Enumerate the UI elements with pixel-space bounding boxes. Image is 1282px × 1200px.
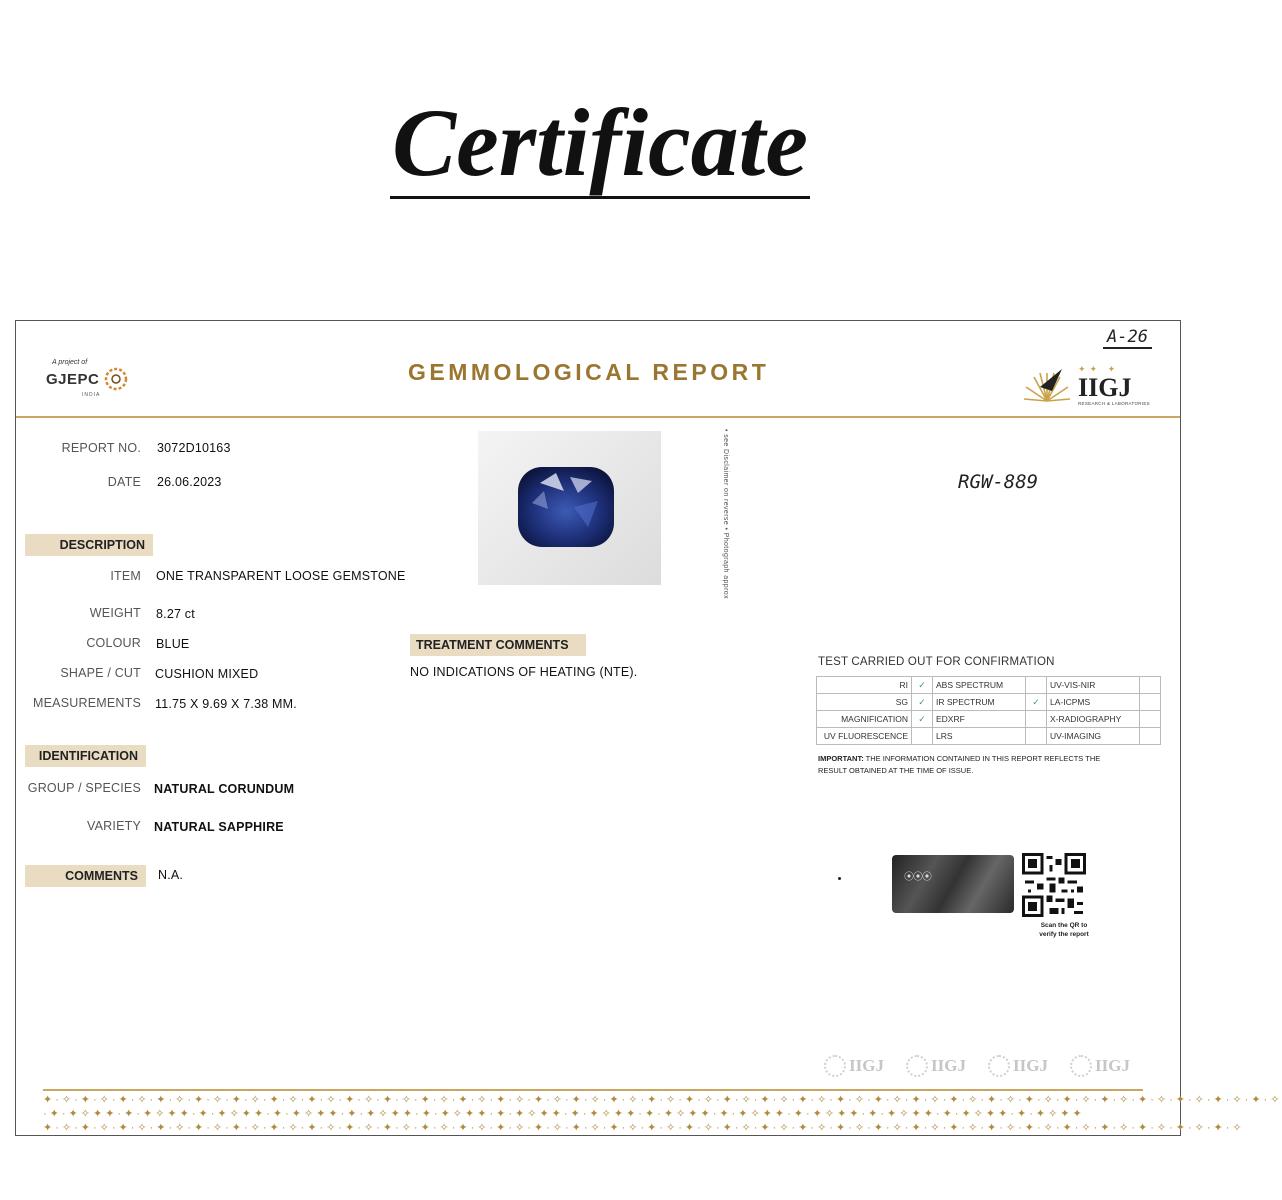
footer-pattern-row: ·✦·✦✧✦✦·✦·✦✧✦✦·✦·✦✧✦✦·✦·✦✧✦✦·✦·✦✧✦✦·✦·✦✧✦✦·✦·✦✧✦✦·✦·✦✧✦✦·✦·✦✧✦✦·✦·✦✧✦✦·✦·✦✧✦✦·✦·✦✧✦✦·✦·✦✧✦✦·✦·✦✧✦✦ bbox=[43, 1108, 1085, 1120]
check-icon bbox=[912, 728, 933, 745]
report-no-label: REPORT NO. bbox=[61, 441, 141, 455]
colour-value: BLUE bbox=[156, 637, 190, 651]
watermark-text: IIGJ bbox=[931, 1056, 966, 1075]
table-row bbox=[817, 677, 1161, 694]
colour-label: COLOUR bbox=[86, 636, 141, 650]
footer-pattern-row: ✦·✧·✦·✧·✦·✧·✦·✧·✦·✧·✦·✧·✦·✧·✦·✧·✦·✧·✦·✧·✦·✧·✦·✧·✦·✧·✦·✧·✦·✧·✦·✧·✦·✧·✦·✧·✦·✧·✦·✧·✦·✧·✦·✧·✦·✧·✦·✧·✦·✧·✦·✧·✦·✧·✦·✧·✦·✧·✦·✧·✦·✧·✦·✧ bbox=[43, 1122, 1245, 1134]
gjepc-name: GJEPC bbox=[46, 370, 100, 388]
gjepc-sub: INDIA bbox=[82, 392, 101, 398]
check-icon bbox=[1140, 728, 1161, 745]
check-icon bbox=[1140, 711, 1161, 728]
gemstone-photo bbox=[478, 431, 661, 585]
shape-label: SHAPE / CUT bbox=[60, 666, 141, 680]
group-value: NATURAL CORUNDUM bbox=[154, 782, 295, 796]
watermark-text: IIGJ bbox=[1095, 1056, 1130, 1075]
hologram-dots-icon: ⦿⦿⦿ bbox=[904, 872, 931, 883]
iigj-watermark-icon bbox=[824, 1055, 846, 1077]
weight-value: 8.27 ct bbox=[156, 607, 195, 621]
check-icon: ✓ bbox=[912, 711, 933, 728]
footer-divider bbox=[43, 1089, 1143, 1091]
qr-caption: Scan the QR to verify the report bbox=[1039, 922, 1089, 938]
iigj-watermark bbox=[1070, 1055, 1130, 1077]
test-name: X-RADIOGRAPHY bbox=[1047, 711, 1140, 728]
test-name: IR SPECTRUM bbox=[933, 694, 1026, 711]
weight-label: WEIGHT bbox=[89, 606, 141, 620]
test-name: LA-ICPMS bbox=[1047, 694, 1140, 711]
photo-disclaimer-note: • see Disclaimer on reverse • Photograph approx bbox=[722, 429, 729, 599]
handwritten-ref: A-26 bbox=[1103, 327, 1152, 349]
hologram-seal bbox=[892, 855, 1014, 913]
variety-value: NATURAL SAPPHIRE bbox=[154, 820, 284, 834]
test-name: UV-IMAGING bbox=[1047, 728, 1140, 745]
check-icon bbox=[1026, 677, 1047, 694]
gjepc-name-row bbox=[46, 366, 129, 392]
comments-value: N.A. bbox=[158, 868, 184, 882]
test-name: EDXRF bbox=[933, 711, 1026, 728]
check-icon bbox=[1026, 711, 1047, 728]
test-name: LRS bbox=[933, 728, 1026, 745]
iigj-stars: ✦✦ ✦ bbox=[1077, 364, 1120, 374]
iigj-watermark-icon bbox=[906, 1055, 928, 1077]
date-value: 26.06.2023 bbox=[157, 475, 222, 489]
treatment-section: TREATMENT COMMENTS bbox=[410, 634, 586, 656]
group-label: GROUP / SPECIES bbox=[27, 781, 141, 795]
footer-pattern-row: ✦·✧·✦·✧·✦·✧·✦·✧·✦·✧·✦·✧·✦·✧·✦·✧·✦·✧·✦·✧·✦·✧·✦·✧·✦·✧·✦·✧·✦·✧·✦·✧·✦·✧·✦·✧·✦·✧·✦·✧·✦·✧·✦·✧·✦·✧·✦·✧·✦·✧·✦·✧·✦·✧·✦·✧·✦·✧·✦·✧·✦·✧·✦·✧·✦·✧ bbox=[43, 1094, 1282, 1106]
header-divider bbox=[16, 416, 1180, 418]
iigj-watermark-icon bbox=[988, 1055, 1010, 1077]
report-no-value: 3072D10163 bbox=[157, 441, 231, 455]
gjepc-emblem-icon bbox=[103, 366, 129, 392]
check-icon: ✓ bbox=[912, 694, 933, 711]
iigj-sunburst-icon bbox=[1022, 361, 1072, 409]
check-icon: ✓ bbox=[912, 677, 933, 694]
item-value: ONE TRANSPARENT LOOSE GEMSTONE bbox=[156, 569, 406, 583]
important-note bbox=[818, 753, 1108, 777]
check-icon bbox=[1140, 677, 1161, 694]
description-section: DESCRIPTION bbox=[25, 534, 153, 556]
iigj-name: IIGJ bbox=[1077, 373, 1132, 402]
gemmological-report-card bbox=[15, 320, 1282, 1136]
report-title: GEMMOLOGICAL REPORT bbox=[408, 359, 770, 385]
variety-label: VARIETY bbox=[87, 819, 141, 833]
iigj-watermark-icon bbox=[1070, 1055, 1092, 1077]
test-name: UV FLUORESCENCE bbox=[817, 728, 912, 745]
tests-table bbox=[816, 676, 1161, 745]
check-icon: ✓ bbox=[1026, 694, 1047, 711]
test-name: ABS SPECTRUM bbox=[933, 677, 1026, 694]
test-name: SG bbox=[817, 694, 912, 711]
table-row bbox=[817, 694, 1161, 711]
comments-section: COMMENTS bbox=[25, 865, 146, 887]
iigj-logo bbox=[1022, 361, 1150, 409]
gjepc-logo bbox=[46, 359, 129, 398]
table-row bbox=[817, 711, 1161, 728]
treatment-value: NO INDICATIONS OF HEATING (NTE). bbox=[410, 665, 638, 679]
qr-code-icon[interactable] bbox=[1022, 853, 1086, 917]
gjepc-project-label: A project of bbox=[52, 359, 88, 366]
important-text: THE INFORMATION CONTAINED IN THIS REPORT REFLECTS THE RESULT OBTAINED AT THE TIME OF ISSUE. bbox=[818, 754, 1101, 775]
table-row bbox=[817, 728, 1161, 745]
test-name: MAGNIFICATION bbox=[817, 711, 912, 728]
watermark-text: IIGJ bbox=[1013, 1056, 1048, 1075]
page-title: Certificate bbox=[0, 88, 1200, 198]
shape-value: CUSHION MIXED bbox=[155, 667, 259, 681]
test-name: UV-VIS-NIR bbox=[1047, 677, 1140, 694]
sapphire-stone-icon bbox=[478, 431, 661, 585]
iigj-watermark bbox=[906, 1055, 966, 1077]
iigj-watermark bbox=[988, 1055, 1048, 1077]
tests-title: TEST CARRIED OUT FOR CONFIRMATION bbox=[818, 656, 1055, 668]
iigj-watermark bbox=[824, 1055, 884, 1077]
iigj-sub: RESEARCH & LABORATORIES bbox=[1077, 401, 1150, 406]
item-label: ITEM bbox=[110, 569, 141, 583]
measurements-label: MEASUREMENTS bbox=[33, 696, 141, 710]
important-label: IMPORTANT: bbox=[818, 754, 864, 763]
measurements-value: 11.75 X 9.69 X 7.38 MM. bbox=[155, 697, 297, 711]
dot-mark bbox=[838, 877, 841, 880]
check-icon bbox=[1140, 694, 1161, 711]
watermark-text: IIGJ bbox=[849, 1056, 884, 1075]
check-icon bbox=[1026, 728, 1047, 745]
identification-section: IDENTIFICATION bbox=[25, 745, 146, 767]
test-name: RI bbox=[817, 677, 912, 694]
date-label: DATE bbox=[107, 475, 141, 489]
handwritten-code: RGW-889 bbox=[958, 471, 1039, 493]
